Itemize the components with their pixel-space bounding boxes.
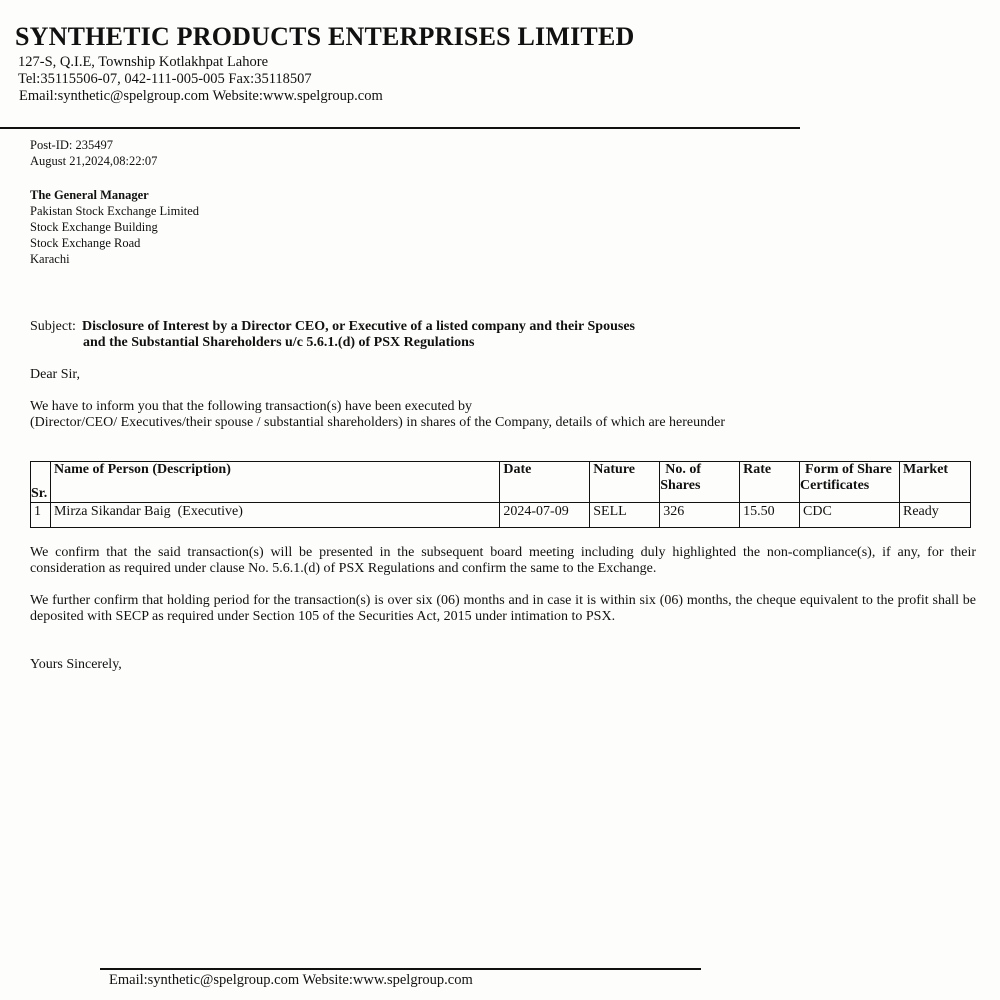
col-header-date: Date bbox=[500, 462, 590, 503]
post-id: Post-ID: 235497 bbox=[30, 138, 113, 152]
company-contact: Email:synthetic@spelgroup.com Website:www.spelgroup.com bbox=[19, 88, 383, 104]
col-header-sr: Sr. bbox=[31, 462, 51, 503]
cell-market: Ready bbox=[899, 503, 970, 528]
intro-line-1: We have to inform you that the following transaction(s) have been executed by bbox=[30, 399, 473, 414]
confirm-paragraph: We confirm that the said transaction(s) will be presented in the subsequent board meeting including duly highlighted the non-compliance(s), if any, for their consideration as required under clause No. 5.6.1.(d) of PSX Regulations and confirm the same to the Exchange. bbox=[30, 545, 976, 576]
recipient-title: The General Manager bbox=[30, 188, 149, 202]
intro-line-2: (Director/CEO/ Executives/their spouse / substantial shareholders) in shares of the Company, details of which are hereunder bbox=[30, 415, 725, 430]
cell-form: CDC bbox=[800, 503, 900, 528]
company-address: 127-S, Q.I.E, Township Kotlakhpat Lahore bbox=[18, 54, 269, 70]
cell-date: 2024-07-09 bbox=[500, 503, 590, 528]
cell-shares: 326 bbox=[660, 503, 740, 528]
col-header-nature: Nature bbox=[590, 462, 660, 503]
col-header-rate: Rate bbox=[740, 462, 800, 503]
cell-sr: 1 bbox=[31, 503, 51, 528]
recipient-line: Stock Exchange Road bbox=[30, 236, 141, 250]
holding-period-paragraph: We further confirm that holding period for the transaction(s) is over six (06) months and in case it is within six (06) months, the cheque equivalent to the profit shall be deposited with SECP as required under Section 105 of the Securities Act, 2015 under intimation to PSX. bbox=[30, 593, 976, 624]
col-header-form bbox=[800, 462, 900, 503]
transactions-table bbox=[30, 461, 971, 528]
company-phone: Tel:35115506-07, 042-111-005-005 Fax:35118507 bbox=[18, 71, 312, 87]
col-header-shares bbox=[660, 462, 740, 503]
cell-nature: SELL bbox=[590, 503, 660, 528]
footer-divider bbox=[100, 968, 701, 970]
subject-line-1: Disclosure of Interest by a Director CEO, or Executive of a listed company and their Spouses bbox=[82, 319, 635, 334]
recipient-line: Pakistan Stock Exchange Limited bbox=[30, 204, 200, 218]
cell-rate: 15.50 bbox=[740, 503, 800, 528]
recipient-line: Karachi bbox=[30, 252, 70, 266]
col-header-market: Market bbox=[899, 462, 970, 503]
cell-name: Mirza Sikandar Baig (Executive) bbox=[50, 503, 499, 528]
header-divider bbox=[0, 127, 800, 129]
salutation: Dear Sir, bbox=[30, 367, 80, 382]
col-header-form-line-1: Form of Share bbox=[805, 462, 892, 477]
col-header-name: Name of Person (Description) bbox=[50, 462, 499, 503]
company-name: SYNTHETIC PRODUCTS ENTERPRISES LIMITED bbox=[15, 22, 635, 51]
subject-label: Subject: bbox=[30, 319, 76, 334]
footer-contact: Email:synthetic@spelgroup.com Website:www.spelgroup.com bbox=[109, 972, 473, 988]
col-header-shares-line-1: No. of bbox=[665, 462, 701, 477]
post-datetime: August 21,2024,08:22:07 bbox=[30, 154, 158, 168]
col-header-form-line-2: Certificates bbox=[800, 478, 870, 493]
subject-line-2: and the Substantial Shareholders u/c 5.6.1.(d) of PSX Regulations bbox=[83, 335, 475, 350]
recipient-line: Stock Exchange Building bbox=[30, 220, 158, 234]
closing: Yours Sincerely, bbox=[30, 657, 122, 672]
table-header-row bbox=[31, 462, 971, 503]
col-header-shares-line-2: Shares bbox=[660, 478, 701, 493]
table-row bbox=[31, 503, 971, 528]
